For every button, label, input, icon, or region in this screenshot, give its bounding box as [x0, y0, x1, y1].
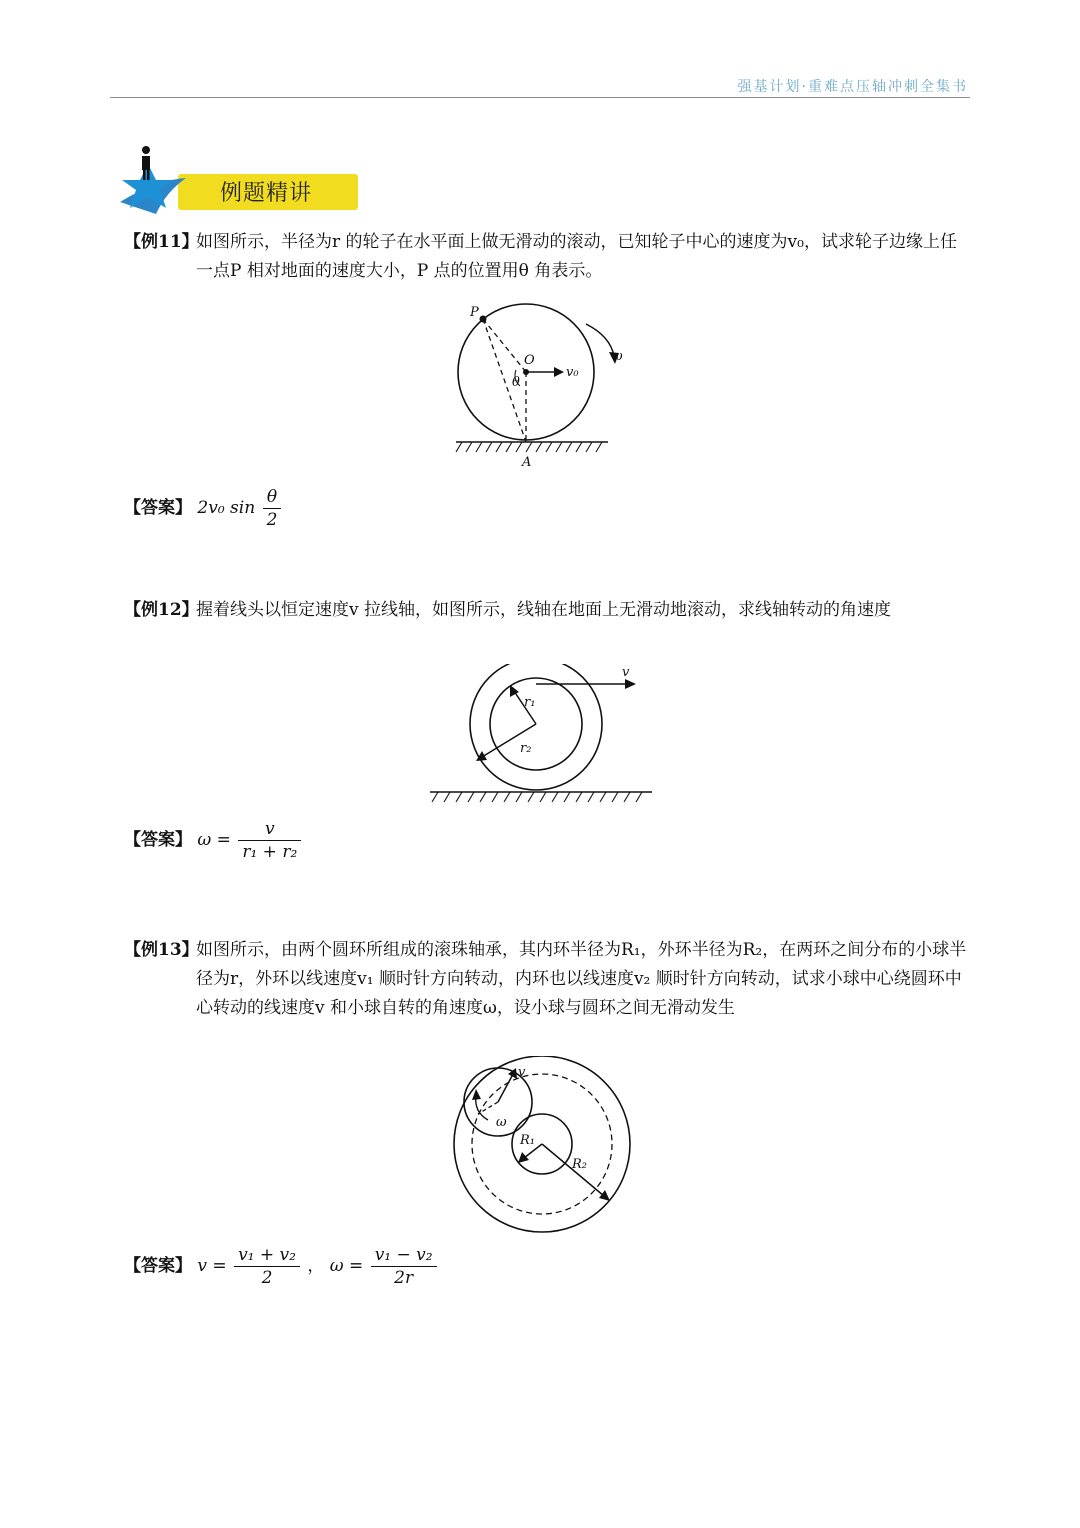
problem-12: [124, 596, 970, 625]
label-P: P: [470, 305, 479, 320]
fraction-numerator: θ: [263, 486, 282, 509]
answer-prefix: ω =: [197, 830, 231, 850]
problem-13: [124, 936, 970, 1018]
answer-tag: 【答案】: [124, 1256, 192, 1276]
answer-tag: 【答案】: [124, 498, 192, 518]
answer-11: [124, 486, 283, 531]
label-R2: R₂: [572, 1157, 587, 1172]
answer-w-fraction: [371, 1244, 437, 1289]
series-title: 强基计划·重难点压轴冲刺全集书: [737, 79, 968, 95]
figure-rolling-wheel: [440, 296, 640, 472]
label-r1: r₁: [524, 695, 536, 710]
section-title: 例题精讲: [220, 181, 313, 206]
fraction-numerator: v₁ + v₂: [234, 1244, 300, 1267]
label-omega: ω: [496, 1115, 507, 1130]
label-R1: R₁: [520, 1133, 535, 1148]
figure-spool: [424, 664, 660, 810]
answer-prefix: 2v₀ sin: [197, 498, 256, 518]
fraction-numerator: v: [238, 818, 301, 841]
answer-v-fraction: [234, 1244, 300, 1289]
label-v0: v₀: [566, 365, 579, 380]
label-O: O: [524, 353, 535, 368]
problem-11: [124, 228, 970, 281]
label-omega: ω: [612, 349, 623, 364]
answer-v-prefix: v =: [197, 1256, 227, 1276]
answer-13: [124, 1244, 439, 1289]
problem-tag: 【例12】: [124, 600, 199, 620]
fraction-denominator: r₁ + r₂: [242, 842, 298, 862]
section-banner: [116, 142, 366, 222]
header-rule: [110, 97, 970, 98]
answer-fraction: [263, 486, 282, 531]
fraction-denominator: 2: [266, 510, 278, 530]
label-r2: r₂: [520, 741, 532, 756]
label-v: v: [622, 665, 630, 680]
problem-text: 如图所示，半径为r 的轮子在水平面上做无滑动的滚动，已知轮子中心的速度为v₀，试求轮子边缘上任一点P 相对地面的速度大小，P 点的位置用θ 角表示。: [196, 232, 957, 281]
answer-separator: ，: [307, 1256, 325, 1276]
answer-12: [124, 818, 303, 863]
answer-w-prefix: ω =: [329, 1256, 364, 1276]
fraction-denominator: 2r: [394, 1268, 414, 1288]
label-theta: θ: [512, 375, 520, 390]
answer-fraction: [238, 818, 301, 863]
answer-tag: 【答案】: [124, 830, 192, 850]
label-v: v: [518, 1065, 526, 1080]
problem-tag: 【例11】: [124, 232, 199, 252]
problem-text: 如图所示，由两个圆环所组成的滚珠轴承，其内环半径为R₁，外环半径为R₂，在两环之间分布的小球半径为r，外环以线速度v₁ 顺时针方向转动，内环也以线速度v₂ 顺时针方向转动，试求小球中心绕圆环中心转动的线速度v 和小球自转的角速度ω，设小球与圆环之间无滑动发生: [196, 940, 967, 1018]
star-person-icon: [116, 142, 226, 222]
label-A: A: [522, 455, 532, 470]
problem-tag: 【例13】: [124, 940, 199, 960]
figure-ball-bearing: [448, 1056, 634, 1236]
problem-text: 握着线头以恒定速度v 拉线轴，如图所示，线轴在地面上无滑动地滚动，求线轴转动的角速度: [196, 600, 892, 620]
fraction-denominator: 2: [261, 1268, 273, 1288]
fraction-numerator: v₁ − v₂: [371, 1244, 437, 1267]
